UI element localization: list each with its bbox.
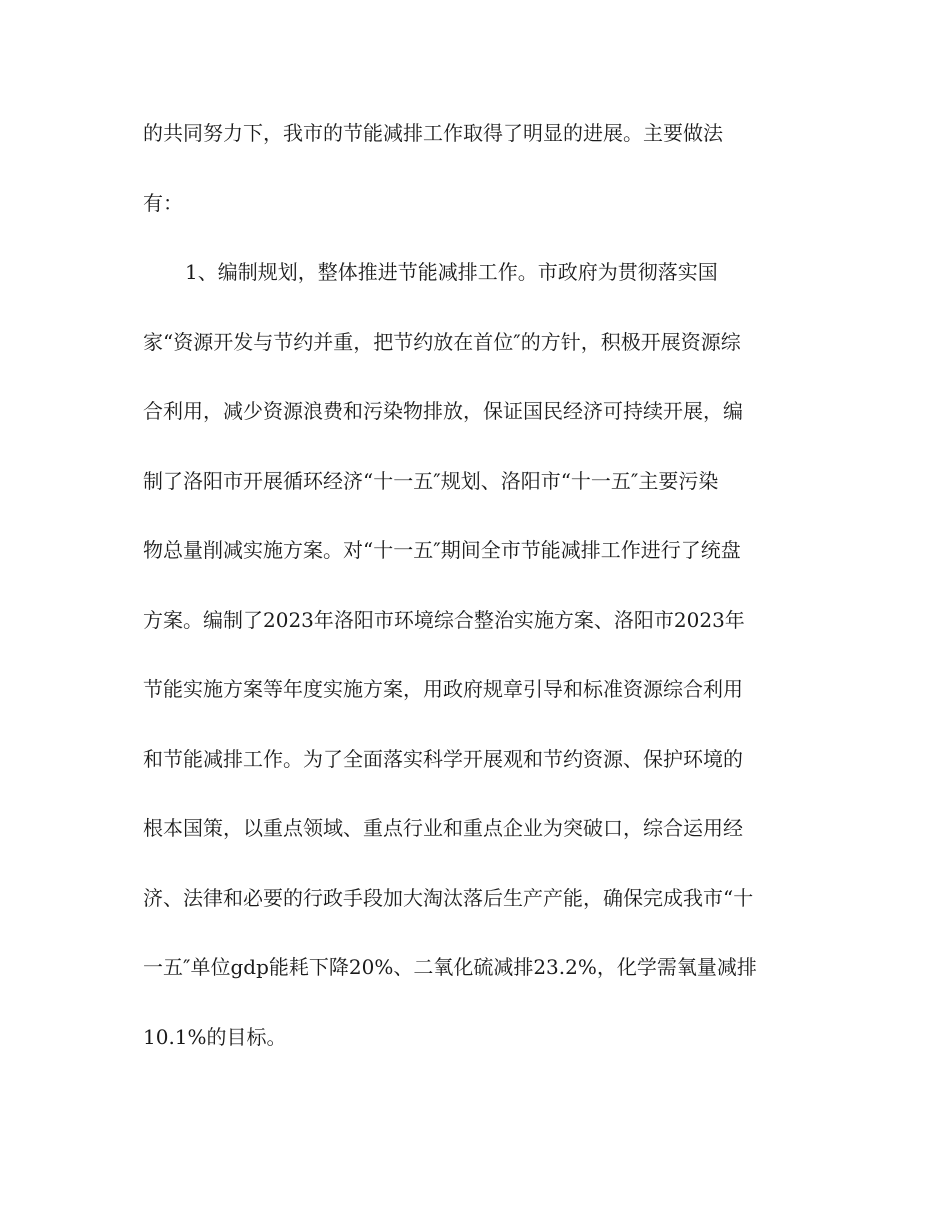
text-line: 的共同努力下，我市的节能减排工作取得了明显的进展。主要做法 [143, 121, 723, 145]
text-line: 方案。编制了2023年洛阳市环境综合整治实施方案、洛阳市2023年 [143, 607, 745, 632]
text-line: 制了洛阳市开展循环经济“十一五″规划、洛阳市“十一五″主要污染 [143, 468, 719, 493]
text-line: 有： [143, 190, 183, 215]
text-line: 济、法律和必要的行政手段加大淘汰落后生产产能，确保完成我市“十 [143, 885, 754, 910]
text-line: 家“资源开发与节约并重，把节约放在首位″的方针，积极开展资源综 [143, 329, 741, 354]
text-line: 物总量削减实施方案。对“十一五″期间全市节能减排工作进行了统盘 [143, 538, 741, 562]
text-line: 10.1%的目标。 [143, 1024, 287, 1049]
text-line: 一五″单位gdp能耗下降20%、二氧化硫减排23.2%，化学需氧量减排 [143, 955, 757, 979]
body-text [143, 121, 823, 1094]
text-line: 节能实施方案等年度实施方案，用政府规章引导和标准资源综合利用 [143, 677, 743, 701]
paragraph-heading-line: 1、编制规划，整体推进节能减排工作。市政府为贯彻落实国 [185, 260, 718, 284]
text-line: 和节能减排工作。为了全面落实科学开展观和节约资源、保护环境的 [143, 746, 743, 771]
text-line: 合利用，减少资源浪费和污染物排放，保证国民经济可持续开展，编 [143, 399, 743, 423]
text-line: 根本国策，以重点领域、重点行业和重点企业为突破口，综合运用经 [143, 816, 743, 840]
